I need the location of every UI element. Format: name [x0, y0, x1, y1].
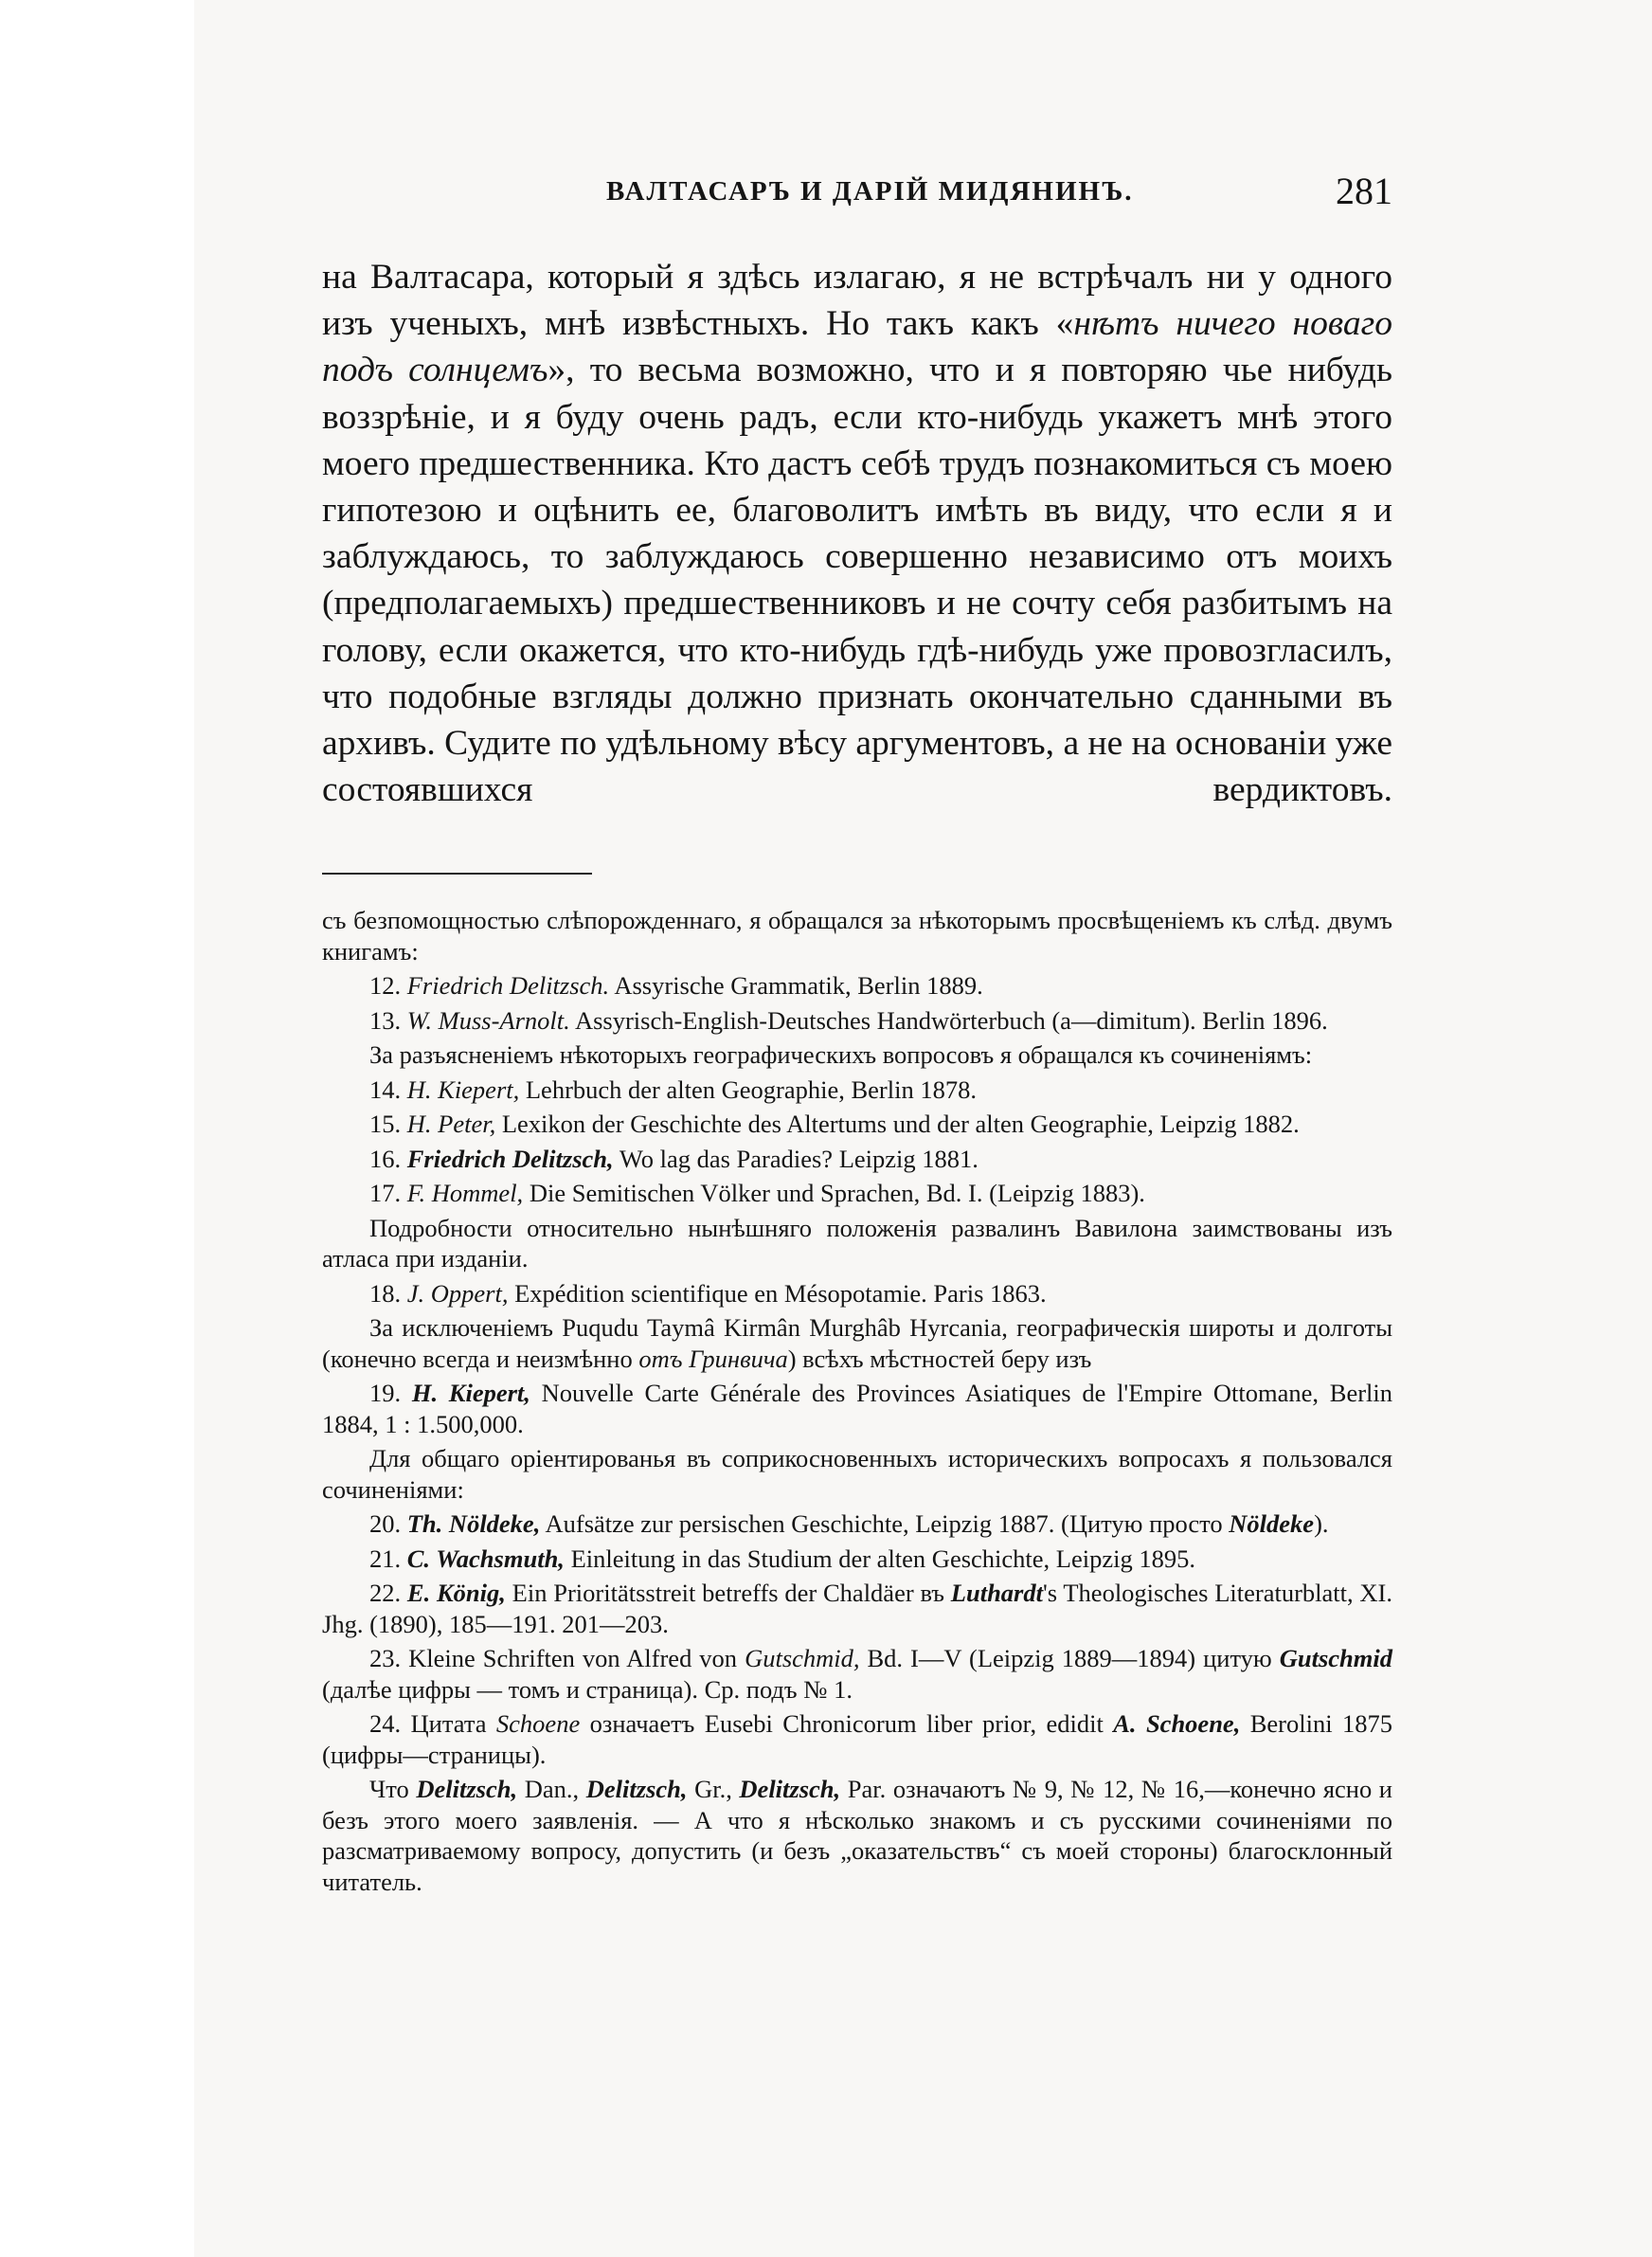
- footnote-23: 23. Kleine Schriften von Alfred von Gutschmid, Bd. I—V (Leipzig 1889—1894) цитую Gutschmid (далѣе цифры — томъ и страница). Ср. подъ № 1.: [322, 1644, 1393, 1704]
- footnote-geo-intro: За разъясненіемъ нѣкоторыхъ географическихъ вопросовъ я обращался къ сочиненіямъ:: [369, 1040, 1313, 1069]
- footnote-14: 14. H. Kiepert, Lehrbuch der alten Geographie, Berlin 1878.: [369, 1074, 977, 1104]
- footnote-15: 15. H. Peter, Lexikon der Geschichte des Altertums und der alten Geographie, Leipzig 1882.: [369, 1110, 1300, 1138]
- main-text-part-1: на Валтасара, который я здѣсь излагаю, я не встрѣчалъ ни у одного изъ ученыхъ, мнѣ извѣстныхъ. Но такъ какъ «: [322, 258, 1392, 344]
- main-quote: нѣтъ ничего новаго подъ солнцемъ: [322, 304, 1392, 390]
- page-header: [322, 169, 1392, 216]
- footnote-final: Что Delitzsch, Dan., Delitzsch, Gr., Delitzsch, Par. означаютъ № 9, № 12, № 16,—конечно ясно и безъ этого моего заявленія. — А что я нѣсколько знакомъ и съ русскими сочиненіями по разсматриваемому вопросу, допустить (и безъ „оказательствъ“ съ моей стороны) благосклонный читатель.: [322, 1775, 1392, 1896]
- main-text-part-2: », то весьма возможно, что и я повторяю чье нибудь воззрѣніе, и я буду очень радъ, если кто-нибудь укажетъ мнѣ этого моего предшественника. Кто дастъ себѣ трудъ познакомиться съ моею гипотезою и оцѣнить ее, благоволитъ имѣть въ виду, что если я и заблуждаюсь, то заблуждаюсь совершенно независимо отъ моихъ (предполагаемыхъ) предшественниковъ и не сочту себя разбитымъ на голову, если окажется, что кто-нибудь гдѣ-нибудь уже провозгласилъ, что подобные взгляды должно признать окончательно сданными въ архивъ. Судите по удѣльному вѣсу аргументовъ, а не на основаніи уже состоявшихся вердиктовъ.: [322, 351, 1392, 810]
- footnote-24: 24. Цитата Schoene означаетъ Eusebi Chronicorum liber prior, edidit A. Schoene, Berolini 1875 (цифры—страницы).: [322, 1709, 1392, 1769]
- footnote-divider: [322, 873, 592, 875]
- footnote-16: 16. Friedrich Delitzsch, Wo lag das Paradies? Leipzig 1881.: [369, 1144, 979, 1173]
- footnote-17: 17. F. Hommel, Die Semitischen Völker und Sprachen, Bd. I. (Leipzig 1883).: [369, 1179, 1145, 1207]
- footnote-12: 12. Friedrich Delitzsch. Assyrische Grammatik, Berlin 1889.: [369, 971, 983, 1000]
- footnote-hist-intro: Для общаго оріентированья въ соприкосновенныхъ историческихъ вопросахъ я пользовался сочиненіями:: [322, 1444, 1392, 1504]
- footnote-21: 21. C. Wachsmuth, Einleitung in das Studium der alten Geschichte, Leipzig 1895.: [369, 1544, 1195, 1573]
- page-number: 281: [1336, 170, 1392, 212]
- footnotes: [322, 905, 1392, 1901]
- footnote-13: 13. W. Muss-Arnolt. Assyrisch-English-Deutsches Handwörterbuch (a—dimitum). Berlin 1896.: [369, 1005, 1328, 1035]
- footnote-18: 18. J. Oppert, Expédition scientifique en Mésopotamie. Paris 1863.: [369, 1278, 1047, 1308]
- footnote-19: 19. H. Kiepert, Nouvelle Carte Générale des Provinces Asiatiques de l'Empire Ottomane, Berlin 1884, 1 : 1.500,000.: [322, 1379, 1393, 1438]
- footnote-22: 22. E. König, Ein Prioritätsstreit betreffs der Chaldäer въ Luthardt's Theologisches Literaturblatt, XI. Jhg. (1890), 185—191. 201—203.: [322, 1579, 1393, 1638]
- running-title: ВАЛТАСАРЪ И ДАРІЙ МИДЯНИНЪ.: [606, 176, 1134, 207]
- main-paragraph: [322, 254, 1392, 813]
- footnote-20: 20. Th. Nöldeke, Aufsätze zur persischen Geschichte, Leipzig 1887. (Цитую просто Nöldeke).: [369, 1509, 1329, 1538]
- footnote-intro: съ безпомощностью слѣпорожденнаго, я обращался за нѣкоторымъ просвѣщеніемъ къ слѣд. двумъ книгамъ:: [322, 906, 1392, 966]
- main-text: [322, 254, 1392, 813]
- footnote-coords: За исключеніемъ Puqudu Taymâ Kirmân Murghâb Hyrcania, географическія широты и долготы (конечно всегда и неизмѣнно отъ Гринвича) всѣхъ мѣстностей беру изъ: [322, 1313, 1392, 1373]
- footnote-babylon: Подробности относительно нынѣшняго положенія развалинъ Вавилона заимствованы изъ атласа при изданіи.: [322, 1213, 1392, 1273]
